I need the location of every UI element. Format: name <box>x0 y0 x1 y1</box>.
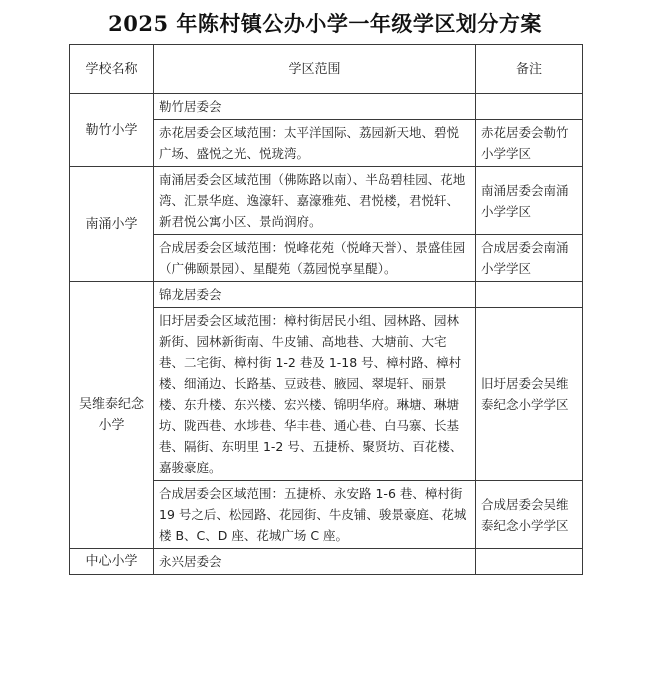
header-note: 备注 <box>476 45 583 94</box>
district-note: 合成居委会南涌小学学区 <box>476 235 583 282</box>
document-title: 2025 年陈村镇公办小学一年级学区划分方案 <box>108 11 542 36</box>
school-name: 勒竹小学 <box>70 94 154 167</box>
table-row <box>70 94 583 120</box>
school-name: 南涌小学 <box>70 167 154 282</box>
header-range: 学区范围 <box>154 45 476 94</box>
district-range: 南涌居委会区域范围（佛陈路以南）、半岛碧桂园、花地湾、汇景华庭、逸濠轩、嘉濠雅苑、君悦楼，君悦轩、新君悦公寓小区、景尚润府。 <box>154 167 476 235</box>
district-note: 合成居委会吴维泰纪念小学学区 <box>476 481 583 549</box>
table-row <box>70 167 583 235</box>
school-district-table <box>69 44 583 575</box>
district-range: 合成居委会区域范围：五捷桥、永安路 1-6 巷、樟村街 19 号之后、松园路、花园街、牛皮铺、骏景豪庭、花城楼 B、C、D 座、花城广场 C 座。 <box>154 481 476 549</box>
district-range: 合成居委会区域范围：悦峰花苑（悦峰天誉）、景盛佳园（广佛颐景园）、星醍苑（荔园悦享星醍）。 <box>154 235 476 282</box>
district-note: 旧圩居委会吴维泰纪念小学学区 <box>476 308 583 481</box>
district-range: 锦龙居委会 <box>154 282 476 308</box>
district-range: 永兴居委会 <box>154 549 476 575</box>
table-header-row <box>70 45 583 94</box>
table-row <box>70 549 583 575</box>
district-range: 旧圩居委会区域范围：樟村街居民小组、园林路、园林新街、园林新街南、牛皮铺、高地巷、大塘前、大宅巷、二宅街、樟村街 1-2 巷及 1-18 号、樟村路、樟村楼、细涌边、长路基、豆豉巷、腋园、翠堤轩、丽景楼、东升楼、东兴楼、宏兴楼、锦明华府。琳塘、琳塘坊、陇西巷、水埗巷、华丰巷、通心巷、白马寨、长基巷、隔街、东明里 1-2 号、五捷桥、聚贤坊、百花楼、嘉骏豪庭。 <box>154 308 476 481</box>
header-school: 学校名称 <box>70 45 154 94</box>
district-range: 勒竹居委会 <box>154 94 476 120</box>
district-note <box>476 549 583 575</box>
district-note: 赤花居委会勒竹小学学区 <box>476 120 583 167</box>
district-note <box>476 282 583 308</box>
school-name: 中心小学 <box>70 549 154 575</box>
district-range: 赤花居委会区域范围：太平洋国际、荔园新天地、碧悦广场、盛悦之光、悦珑湾。 <box>154 120 476 167</box>
district-note <box>476 94 583 120</box>
table-row <box>70 282 583 308</box>
district-note: 南涌居委会南涌小学学区 <box>476 167 583 235</box>
school-name: 吴维泰纪念小学 <box>70 282 154 549</box>
